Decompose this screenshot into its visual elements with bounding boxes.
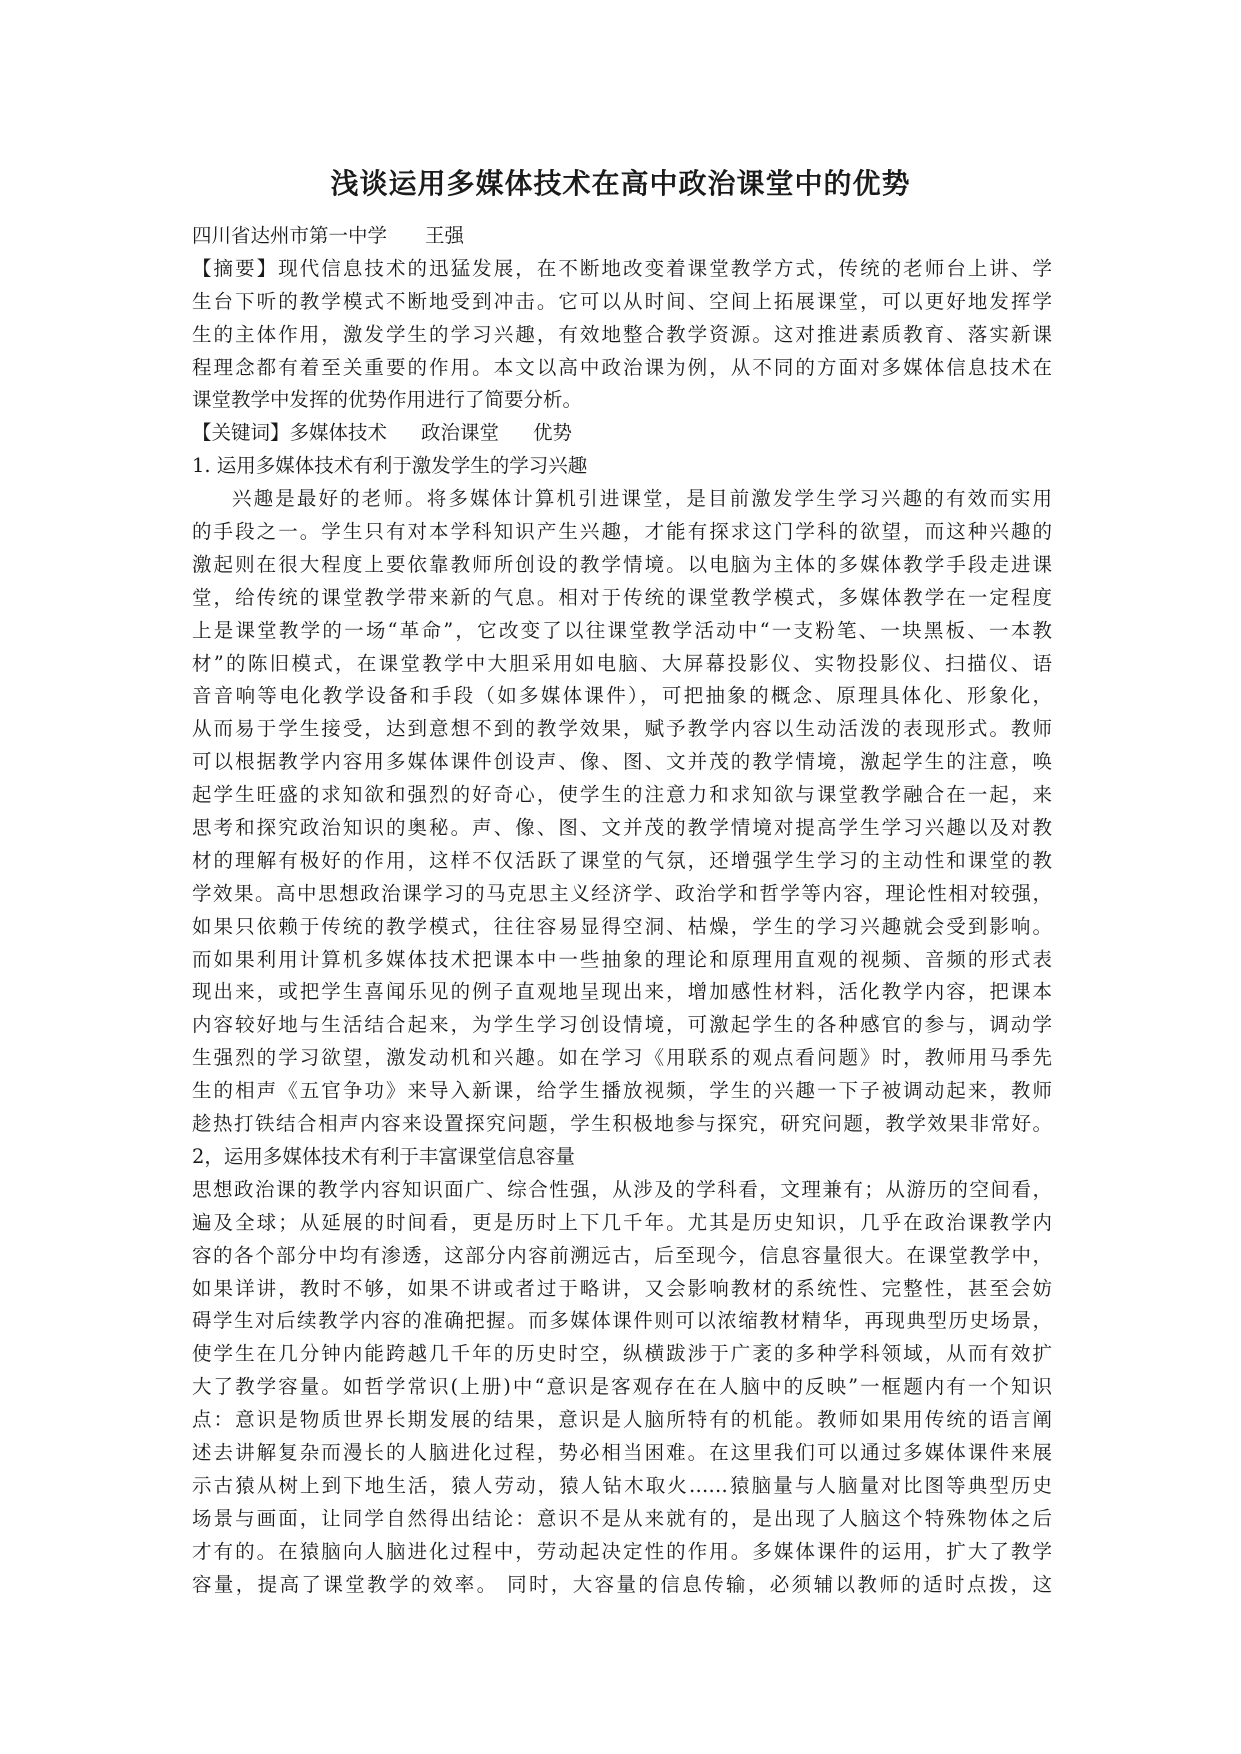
paragraph-line: 场景与画面，让同学自然得出结论：意识不是从来就有的，是出现了人脑这个特殊物体之后 <box>192 1506 1052 1530</box>
section-heading: 2，运用多媒体技术有利于丰富课堂信息容量 <box>192 1144 575 1168</box>
paragraph-line: 音音响等电化教学设备和手段（如多媒体课件），可把抽象的概念、原理具体化、形象化， <box>192 684 1052 708</box>
paragraph-line: 趁热打铁结合相声内容来设置探究问题，学生积极地参与探究，研究问题，教学效果非常好。 <box>192 1112 1052 1136</box>
paragraph-line: 述去讲解复杂而漫长的人脑进化过程，势必相当困难。在这里我们可以通过多媒体课件来展 <box>192 1440 1052 1464</box>
paragraph-line: 从而易于学生接受，达到意想不到的教学效果，赋予教学内容以生动活泼的表现形式。教师 <box>192 717 1052 741</box>
paragraph-line: 点：意识是物质世界长期发展的结果，意识是人脑所特有的机能。教师如果用传统的语言阐 <box>192 1408 1052 1432</box>
keyword: 政治课堂 <box>421 421 500 445</box>
paragraph-line: 堂，给传统的课堂教学带来新的气息。相对于传统的课堂教学模式，多媒体教学在一定程度 <box>192 585 1052 609</box>
document-body <box>192 220 1052 1601</box>
author-name: 王强 <box>425 224 465 247</box>
school-name: 四川省达州市第一中学 <box>192 224 388 247</box>
abstract <box>192 253 1052 417</box>
paragraph-line: 学效果。高中思想政治课学习的马克思主义经济学、政治学和哲学等内容，理论性相对较强， <box>192 881 1052 905</box>
section-heading: 1. 运用多媒体技术有利于激发学生的学习兴趣 <box>192 454 588 478</box>
paragraph-line: 生台下听的教学模式不断地受到冲击。它可以从时间、空间上拓展课堂，可以更好地发挥学 <box>192 289 1052 313</box>
paragraph-line: 课堂教学中发挥的优势作用进行了简要分析。 <box>192 388 583 412</box>
paragraph-line: 程理念都有着至关重要的作用。本文以高中政治课为例，从不同的方面对多媒体信息技术在 <box>192 355 1052 379</box>
paragraph-line: 如果详讲，教时不够，如果不讲或者过于略讲，又会影响教材的系统性、完整性，甚至会妨 <box>192 1276 1052 1300</box>
paragraph-line: 的手段之一。学生只有对本学科知识产生兴趣，才能有探求这门学科的欲望，而这种兴趣的 <box>192 520 1052 544</box>
paragraph-line: 才有的。在猿脑向人脑进化过程中，劳动起决定性的作用。多媒体课件的运用，扩大了教学 <box>192 1539 1052 1563</box>
paragraph-line: 生强烈的学习欲望，激发动机和兴趣。如在学习《用联系的观点看问题》时，教师用马季先 <box>192 1046 1052 1070</box>
paragraph-line: 【摘要】现代信息技术的迅猛发展，在不断地改变着课堂教学方式，传统的老师台上讲、学 <box>192 256 1052 280</box>
paragraph-line: 上是课堂教学的一场“革命”，它改变了以往课堂教学活动中“一支粉笔、一块黑板、一本教 <box>192 618 1052 642</box>
section-1-body <box>192 483 1052 1141</box>
paragraph-line: 碍学生对后续教学内容的准确把握。而多媒体课件则可以浓缩教材精华，再现典型历史场景， <box>192 1309 1052 1333</box>
paragraph-line: 现出来，或把学生喜闻乐见的例子直观地呈现出来，增加感性材料，活化教学内容，把课本 <box>192 980 1052 1004</box>
paragraph-line: 示古猿从树上到下地生活，猿人劳动，猿人钻木取火……猿脑量与人脑量对比图等典型历史 <box>192 1473 1052 1497</box>
paragraph-line: 材”的陈旧模式，在课堂教学中大胆采用如电脑、大屏幕投影仪、实物投影仪、扫描仪、语 <box>192 651 1052 675</box>
paragraph-line: 起学生旺盛的求知欲和强烈的好奇心，使学生的注意力和求知欲与课堂教学融合在一起，来 <box>192 783 1052 807</box>
keywords <box>192 417 1052 450</box>
paragraph-line: 使学生在几分钟内能跨越几千年的历史时空，纵横跋涉于广袤的多种学科领域，从而有效扩 <box>192 1342 1052 1366</box>
paragraph-line: 思想政治课的教学内容知识面广、综合性强，从涉及的学科看，文理兼有；从游历的空间看， <box>192 1177 1052 1201</box>
keyword: 优势 <box>533 421 573 445</box>
paragraph-line: 激起则在很大程度上要依靠教师所创设的教学情境。以电脑为主体的多媒体教学手段走进课 <box>192 552 1052 576</box>
paragraph-line: 遍及全球；从延展的时间看，更是历时上下几千年。尤其是历史知识，几乎在政治课教学内 <box>192 1210 1052 1234</box>
paragraph-line: 材的理解有极好的作用，这样不仅活跃了课堂的气氛，还增强学生学习的主动性和课堂的教 <box>192 848 1052 872</box>
paragraph-line: 可以根据教学内容用多媒体课件创设声、像、图、文并茂的教学情境，激起学生的注意，唤 <box>192 750 1052 774</box>
section-2-body <box>192 1174 1052 1602</box>
paragraph-line: 生的主体作用，激发学生的学习兴趣，有效地整合教学资源。这对推进素质教育、落实新课 <box>192 322 1052 346</box>
paragraph-line: 大了教学容量。如哲学常识(上册)中“意识是客观存在在人脑中的反映”一框题内有一个知识 <box>192 1375 1052 1399</box>
keywords-label: 【关键词】多媒体技术 <box>192 421 388 445</box>
paragraph-line: 思考和探究政治知识的奥秘。声、像、图、文并茂的教学情境对提高学生学习兴趣以及对教 <box>192 816 1052 840</box>
paragraph-line: 容量，提高了课堂教学的效率。 同时，大容量的信息传输，必须辅以教师的适时点拨，这 <box>192 1572 1052 1596</box>
paragraph-line: 而如果利用计算机多媒体技术把课本中一些抽象的理论和原理用直观的视频、音频的形式表 <box>192 947 1052 971</box>
paragraph-line: 如果只依赖于传统的教学模式，往往容易显得空洞、枯燥，学生的学习兴趣就会受到影响。 <box>192 914 1052 938</box>
paragraph-line: 容的各个部分中均有渗透，这部分内容前溯远古，后至现今，信息容量很大。在课堂教学中， <box>192 1243 1052 1267</box>
paragraph-line: 生的相声《五官争功》来导入新课，给学生播放视频，学生的兴趣一下子被调动起来，教师 <box>192 1079 1052 1103</box>
paragraph-line: 内容较好地与生活结合起来，为学生学习创设情境，可激起学生的各种感官的参与，调动学 <box>192 1013 1052 1037</box>
byline <box>192 220 1052 253</box>
page-title: 浅谈运用多媒体技术在高中政治课堂中的优势 <box>330 167 911 200</box>
paragraph-line: 兴趣是最好的老师。将多媒体计算机引进课堂，是目前激发学生学习兴趣的有效而实用 <box>232 487 1052 511</box>
